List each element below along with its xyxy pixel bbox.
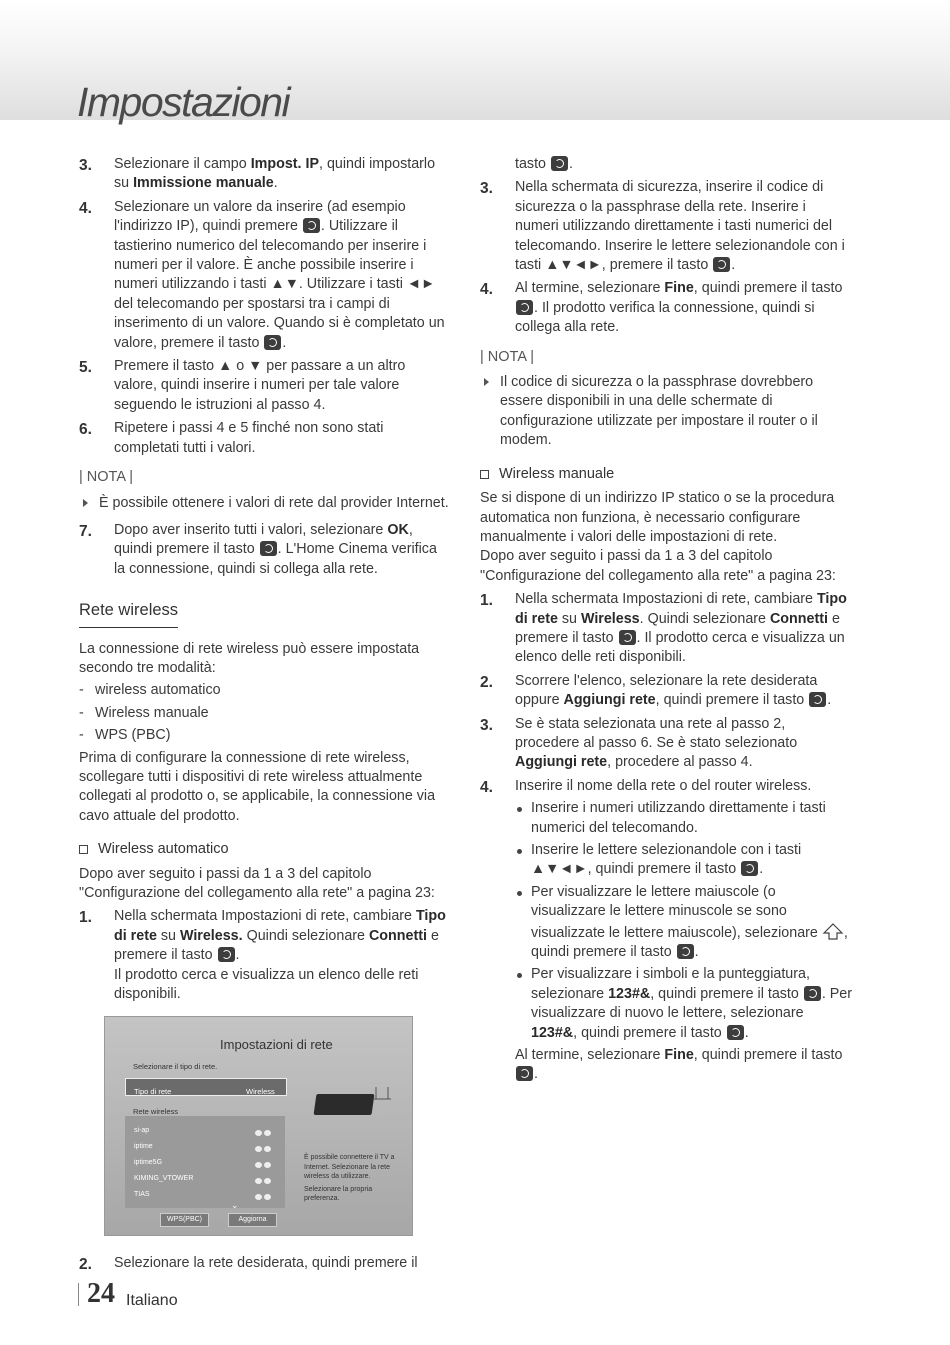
enter-key-icon	[741, 861, 758, 876]
enter-key-icon	[677, 944, 694, 959]
step-continuation: tasto .	[515, 156, 573, 172]
step-text: Al termine, selezionare Fine, quindi premere il tasto . Il prodotto verifica la connessione, quindi si collega alla rete.	[515, 280, 843, 336]
network-item: KIMING_VTOWER	[134, 1175, 194, 1183]
step-text: Nella schermata di sicurezza, inserire il codice di sicurezza o la passphrase della rete. Inserire i numeri utilizzando direttamente i tasti numerici del telecomando. Inserire le lettere selezionandole con i tasti ▲▼◄►, premere il tasto .	[515, 179, 845, 274]
bullet-item: Inserire le lettere selezionandole con i tasti ▲▼◄►, quindi premere il tasto .	[515, 841, 852, 880]
enter-key-icon	[727, 1025, 744, 1040]
intro-text: La connessione di rete wireless può essere impostata secondo tre modalità:	[79, 640, 420, 676]
step-text: Inserire il nome della rete o del router wireless.	[515, 777, 812, 794]
mode-item: - wireless automatico	[79, 682, 221, 699]
network-settings-screenshot	[104, 1016, 413, 1236]
enter-key-icon	[809, 692, 826, 707]
step-3	[79, 155, 451, 194]
step-6	[79, 419, 451, 458]
checkbox-icon	[480, 470, 489, 479]
auto-step-2	[79, 1254, 451, 1273]
enter-key-icon	[713, 257, 730, 272]
step-text: Ripetere i passi 4 e 5 finché non sono stati completati tutti i valori.	[114, 420, 384, 456]
step-text: Scorrere l'elenco, selezionare la rete desiderata oppure Aggiungi rete, quindi premere il tasto .	[515, 672, 832, 709]
step-4	[480, 279, 852, 337]
network-item: iptime5G	[134, 1159, 163, 1167]
section-title: Rete wireless	[79, 601, 178, 627]
bullet-icon	[517, 807, 522, 812]
step-number: 4.	[79, 199, 92, 217]
page-number: 24	[87, 1278, 115, 1309]
screen-title: Impostazioni di rete	[220, 1037, 333, 1053]
step-number: 4.	[480, 778, 493, 796]
bullet-icon	[517, 891, 522, 896]
step-text: Selezionare un valore da inserire (ad esempio l'indirizzo IP), quindi premere . Utilizzare il tastierino numerico del telecomando per inserire i numeri per il valore. È anche possibile inserire i numeri utilizzando i tasti ▲▼. Utilizzare i tasti ◄► del telecomando per spostarsi tra i campi di inserimento di un valore. Quando si è completato un valore, premere il tasto .	[114, 198, 445, 351]
shift-arrow-icon	[822, 922, 844, 940]
screen-subtitle: Selezionare il tipo di rete.	[133, 1062, 218, 1072]
manual-step-4	[480, 777, 852, 1085]
step-text: Dopo aver inserito tutti i valori, selezionare OK, quindi premere il tasto . L'Home Cinema verifica la connessione, quindi si collega alla rete.	[114, 521, 437, 577]
note-item: È possibile ottenere i valori di rete dal provider Internet.	[79, 494, 451, 513]
step-text: Se è stata selezionata una rete al passo 2, procedere al passo 6. Se è stato selezionato Aggiungi rete, procedere al passo 4.	[515, 715, 798, 771]
step-text: Selezionare la rete desiderata, quindi premere il	[114, 1255, 418, 1272]
enter-key-icon	[303, 218, 320, 233]
enter-key-icon	[260, 541, 277, 556]
network-item: TIAS	[134, 1191, 150, 1199]
step-text: Nella schermata Impostazioni di rete, cambiare Tipo di rete su Wireless. Quindi selezionare Connetti e premere il tasto . Il prodotto cerca e visualizza un elenco delle reti disponibili.	[515, 591, 847, 666]
manual-intro: Se si dispone di un indirizzo IP statico o se la procedura automatica non funziona, è necessario configurare manualmente i valori delle impostazioni di rete.	[480, 490, 835, 545]
page-title: Impostazioni	[77, 79, 290, 125]
step-text: Premere il tasto ▲ o ▼ per passare a un altro valore, quindi inserire i numeri per tale valore seguendo le istruzioni al passo 4.	[114, 358, 406, 413]
wifi-lock-icon	[255, 1187, 275, 1193]
enter-key-icon	[218, 947, 235, 962]
manual-intro-2: Dopo aver seguito i passi da 1 a 3 del capitolo "Configurazione del collegamento alla rete" a pagina 23:	[480, 548, 836, 584]
bullet-icon	[517, 973, 522, 978]
step-number: 4.	[480, 281, 493, 299]
router-icon	[370, 1081, 394, 1101]
step-3	[480, 178, 852, 275]
auto-step-1	[79, 907, 451, 1004]
mode-item: - WPS (PBC)	[79, 727, 171, 744]
step-number: 7.	[79, 522, 92, 540]
step-5	[79, 357, 451, 415]
page-header	[0, 0, 950, 125]
step-4	[79, 198, 451, 353]
step-number: 1.	[480, 592, 493, 610]
right-column	[480, 155, 852, 1089]
mode-item: - Wireless manuale	[79, 704, 209, 721]
step-number: 3.	[480, 180, 493, 198]
refresh-button: Aggiorna	[228, 1213, 277, 1227]
enter-key-icon	[804, 986, 821, 1001]
left-column	[79, 155, 451, 1278]
step-number: 3.	[480, 716, 493, 734]
step-number: 3.	[79, 157, 92, 174]
network-list	[125, 1116, 285, 1211]
checkbox-icon	[79, 845, 88, 854]
step-number: 2.	[480, 673, 493, 691]
enter-key-icon	[619, 630, 636, 645]
scroll-down-icon: ⌄	[231, 1200, 239, 1211]
step-text: Selezionare il campo Impost. IP, quindi impostarlo su Immissione manuale.	[114, 156, 436, 192]
wifi-lock-icon	[255, 1155, 275, 1161]
triangle-bullet-icon	[83, 499, 88, 507]
wifi-lock-icon	[255, 1123, 275, 1129]
note-label: | NOTA |	[480, 348, 534, 365]
screen-info: È possibile connettere il TV a Internet. Selezionare la rete wireless da utilizzare. Selezionare la propria preferenza.	[304, 1154, 395, 1203]
network-item: iptime	[134, 1143, 153, 1151]
manual-step-1	[480, 590, 852, 668]
wireless-network-label: Rete wireless	[133, 1107, 179, 1117]
step-number: 1.	[79, 909, 92, 927]
step-number: 2.	[79, 1256, 92, 1274]
bullet-item: Per visualizzare le lettere maiuscole (o visualizzare le lettere minuscole se sono visualizzate le lettere maiuscole), selezionare , quindi premere il tasto .	[515, 883, 852, 963]
manual-step-3	[480, 715, 852, 773]
bullet-icon	[517, 849, 522, 854]
enter-key-icon	[516, 300, 533, 315]
device-image	[314, 1094, 375, 1115]
subsection-title: Wireless manuale	[480, 465, 852, 484]
wifi-lock-icon	[255, 1171, 275, 1177]
bullet-item: Inserire i numeri utilizzando direttamente i tasti numerici del telecomando.	[515, 799, 852, 838]
subsection-title: Wireless automatico	[79, 840, 451, 859]
note-label: | NOTA |	[79, 469, 133, 486]
footer-language: Italiano	[126, 1292, 178, 1309]
enter-key-icon	[264, 335, 281, 350]
enter-key-icon	[516, 1066, 533, 1081]
network-type-row: Tipo di rete Wireless	[125, 1078, 287, 1096]
auto-intro: Dopo aver seguito i passi da 1 a 3 del capitolo "Configurazione del collegamento alla rete" a pagina 23:	[79, 865, 435, 901]
bullet-item: Per visualizzare i simboli e la punteggiatura, selezionare 123#&, quindi premere il tasto . Per visualizzare di nuovo le lettere, selezionare 123#&, quindi premere il tasto .	[515, 965, 852, 1043]
note-item: Il codice di sicurezza o la passphrase dovrebbero essere disponibili in una delle schermate di configurazione utilizzate per impostare il router o il modem.	[480, 373, 852, 451]
enter-key-icon	[551, 156, 568, 171]
wifi-lock-icon	[255, 1139, 275, 1145]
step-7	[79, 521, 451, 579]
step-number: 5.	[79, 359, 92, 377]
final-text: Al termine, selezionare Fine, quindi premere il tasto .	[515, 1047, 843, 1083]
wps-button: WPS(PBC)	[160, 1213, 209, 1227]
triangle-bullet-icon	[484, 378, 489, 386]
before-text: Prima di configurare la connessione di rete wireless, scollegare tutti i dispositivi di rete wireless attualmente collegati al prodotto o, se applicabile, la connessione via cavo attuale del prodotto.	[79, 749, 436, 824]
footer-divider	[78, 1283, 79, 1306]
network-item: si-ap	[134, 1127, 150, 1135]
manual-step-2	[480, 672, 852, 711]
step-number: 6.	[79, 421, 92, 439]
step-text: Nella schermata Impostazioni di rete, cambiare Tipo di rete su Wireless. Quindi selezionare Connetti e premere il tasto . Il prodotto cerca e visualizza un elenco delle reti disponibili.	[114, 908, 446, 1003]
